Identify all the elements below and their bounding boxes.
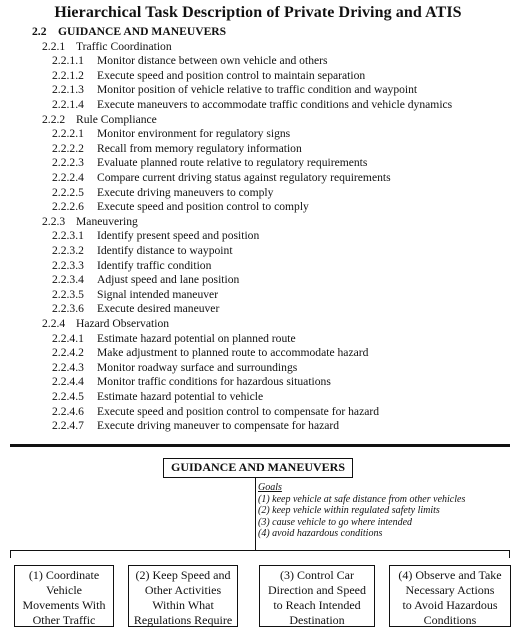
outline-item-level-3 [52, 69, 365, 82]
outline-number: 2.2.2.4 [52, 171, 84, 184]
outline-item-level-3 [52, 405, 379, 418]
outline-item-level-3 [52, 419, 339, 432]
outline-item-level-3 [52, 288, 218, 301]
outline-item-level-3 [52, 142, 302, 155]
outline-number: 2.2.4.5 [52, 390, 84, 403]
box-line: Destination [289, 613, 345, 627]
outline-number: 2.2.4.4 [52, 375, 84, 389]
subgoal-box-3 [259, 565, 375, 627]
section-divider [10, 444, 510, 447]
outline-text: Traffic Coordination [76, 39, 172, 53]
outline-number: 2.2.1.3 [52, 83, 84, 97]
outline-text: Execute desired maneuver [97, 302, 220, 316]
box-line: Necessary Actions [405, 583, 495, 597]
outline-text: Identify present speed and position [97, 229, 260, 243]
outline-text: Evaluate planned route relative to regulatory requirements [97, 156, 368, 170]
goals-heading: Goals [258, 482, 282, 493]
outline-item-level-3 [52, 98, 452, 111]
outline-number: 2.2.3.4 [52, 273, 84, 287]
outline-number: 2.2.3.6 [52, 302, 84, 316]
outline-text: Estimate hazard potential to vehicle [97, 390, 264, 403]
outline-item-level-3 [52, 375, 331, 388]
subgoal-box-2 [128, 565, 238, 627]
outline-text: Signal intended maneuver [97, 287, 219, 301]
outline-text: Execute maneuvers to accommodate traffic conditions and vehicle dynamics [97, 98, 453, 111]
outline-text: Recall from memory regulatory information [97, 141, 302, 155]
outline-text: Execute driving maneuvers to comply [97, 185, 274, 199]
outline-text: Compare current driving status against regulatory requirements [97, 171, 391, 184]
outline-number: 2.2.1 [42, 39, 66, 53]
goal-item: (1) keep vehicle at safe distance from other vehicles [258, 493, 466, 505]
box-line: (1) Coordinate [28, 568, 100, 582]
outline-number: 2.2.2.3 [52, 156, 84, 170]
outline-number: 2.2.4 [42, 317, 66, 330]
outline-text: Estimate hazard potential on planned route [97, 331, 296, 345]
outline-text: Adjust speed and lane position [97, 273, 240, 287]
box-line: (2) Keep Speed and [135, 568, 231, 582]
outline-text: Identify distance to waypoint [97, 244, 233, 257]
box-line: to Reach Intended [273, 598, 361, 612]
outline-number: 2.2.2.1 [52, 127, 84, 141]
outline-item-level-3 [52, 186, 273, 199]
outline-text: GUIDANCE AND MANEUVERS [58, 25, 227, 38]
outline-number: 2.2.3.1 [52, 229, 84, 243]
box-line: Direction and Speed [268, 583, 366, 597]
outline-text: Make adjustment to planned route to accommodate hazard [97, 346, 369, 360]
outline-number: 2.2.3.3 [52, 258, 84, 272]
outline-number: 2.2.4.6 [52, 404, 84, 418]
document-title: Hierarchical Task Description of Private Driving and ATIS [54, 4, 462, 21]
outline-number: 2.2.2 [42, 112, 66, 126]
outline-item-level-3 [52, 332, 296, 345]
subgoal-box-4 [389, 565, 511, 627]
outline-text: Identify traffic condition [97, 258, 212, 272]
outline-item-level-3 [52, 229, 259, 242]
outline-text: Execute speed and position control to compensate for hazard [97, 404, 380, 418]
box-line: Within What [152, 598, 214, 612]
outline-number: 2.2.4.7 [52, 419, 84, 433]
outline-item-level-3 [52, 273, 239, 286]
outline-item-level-3 [52, 54, 328, 67]
outline-item-level-3 [52, 171, 391, 184]
outline-number: 2.2.4.1 [52, 331, 84, 345]
outline-number: 2.2.3.2 [52, 244, 84, 257]
connector-line [509, 550, 510, 558]
box-line: Other Activities [144, 583, 222, 597]
outline-item-level-3 [52, 346, 368, 359]
outline-text: Monitor position of vehicle relative to traffic condition and waypoint [97, 83, 418, 97]
outline-text: Execute driving maneuver to compensate for hazard [97, 419, 340, 433]
outline-text: Monitor environment for regulatory signs [97, 127, 291, 141]
outline-text: Execute speed and position control to maintain separation [97, 68, 366, 82]
outline-item-level-2 [42, 40, 172, 53]
outline-number: 2.2.4.3 [52, 360, 84, 374]
diagram-root-box: GUIDANCE AND MANEUVERS [163, 458, 353, 478]
goals-block [258, 482, 465, 540]
outline-number: 2.2.2.2 [52, 141, 84, 155]
outline-text: Execute speed and position control to comply [97, 200, 309, 214]
outline-item-level-3 [52, 259, 211, 272]
outline-number: 2.2.2.5 [52, 185, 84, 199]
outline-item-level-3 [52, 200, 309, 213]
outline-item-level-2 [42, 317, 169, 330]
outline-item-level-2 [42, 215, 138, 228]
outline-item-level-3 [52, 361, 297, 374]
connector-line [10, 550, 510, 551]
box-line: Conditions [423, 613, 477, 627]
outline-text: Hazard Observation [76, 317, 170, 330]
subgoal-box-1 [14, 565, 114, 627]
box-line: Other Traffic [32, 613, 96, 627]
connector-line [10, 550, 11, 558]
box-line: Vehicle [46, 583, 82, 597]
outline-number: 2.2.1.1 [52, 54, 84, 68]
outline-number: 2.2.4.2 [52, 346, 84, 360]
outline-number: 2.2.1.2 [52, 68, 84, 82]
outline-item-level-3 [52, 83, 417, 96]
outline-text: Monitor roadway surface and surroundings [97, 360, 298, 374]
outline-item-level-3 [52, 390, 263, 403]
outline-text: Rule Compliance [76, 112, 157, 126]
outline-item-level-1 [32, 25, 226, 38]
outline-number: 2.2.3.5 [52, 287, 84, 301]
goal-item: (4) avoid hazardous conditions [258, 528, 383, 540]
outline-item-level-3 [52, 302, 219, 315]
box-line: (3) Control Car [280, 568, 354, 582]
outline-text: Maneuvering [76, 214, 138, 228]
outline-number: 2.2 [32, 25, 47, 38]
outline-number: 2.2.3 [42, 214, 66, 228]
outline-item-level-3 [52, 156, 367, 169]
goal-item: (3) cause vehicle to go where intended [258, 516, 413, 528]
outline-number: 2.2.2.6 [52, 200, 84, 214]
outline-text: Monitor distance between own vehicle and others [97, 54, 328, 68]
box-line: Regulations Require [133, 613, 233, 627]
outline-number: 2.2.1.4 [52, 98, 84, 111]
outline-text: Monitor traffic conditions for hazardous situations [97, 375, 331, 389]
box-line: to Avoid Hazardous [402, 598, 498, 612]
box-line: Movements With [22, 598, 106, 612]
box-line: (4) Observe and Take [398, 568, 502, 582]
connector-line [255, 478, 256, 550]
outline-item-level-3 [52, 244, 233, 257]
goal-item: (2) keep vehicle within regulated safety limits [258, 505, 440, 517]
outline-item-level-2 [42, 113, 157, 126]
outline-item-level-3 [52, 127, 290, 140]
